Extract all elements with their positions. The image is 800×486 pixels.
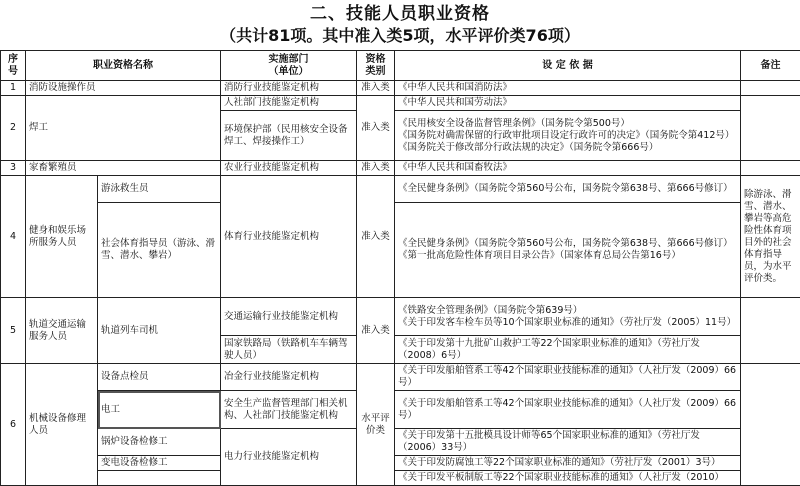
qualification-table xyxy=(0,50,800,486)
table-row xyxy=(1,471,800,486)
table-row xyxy=(1,96,800,111)
dept-cell: 国家铁路局（铁路机车车辆驾驶人员） xyxy=(221,336,357,364)
row-no: 2 xyxy=(1,96,26,161)
sub-qualification: 锅炉设备检修工 xyxy=(98,429,221,456)
row-no: 5 xyxy=(1,298,26,364)
category-cell: 准入类 xyxy=(357,161,395,176)
basis-line: 《铁路安全管理条例》（国务院令第639号） xyxy=(398,305,737,317)
table-row xyxy=(1,456,800,471)
table-row xyxy=(1,161,800,176)
qualification-name: 健身和娱乐场所服务人员 xyxy=(26,176,98,298)
dept-cell: 消防行业技能鉴定机构 xyxy=(221,81,357,96)
table-row xyxy=(1,364,800,391)
basis-cell: 《中华人民共和国劳动法》 xyxy=(395,96,741,111)
basis-cell: 《关于印发船舶管系工等42个国家职业技能标准的通知》（人社厅发（2009）66号） xyxy=(395,391,741,429)
basis-line: 《第一批高危险性体育项目目录公告》（国家体育总局公告第16号） xyxy=(398,250,737,262)
note-cell xyxy=(741,364,800,486)
basis-cell: 《中华人民共和国畜牧法》 xyxy=(395,161,741,176)
basis-cell: 《中华人民共和国消防法》 xyxy=(395,81,741,96)
note-cell xyxy=(741,161,800,176)
dept-cell: 体育行业技能鉴定机构 xyxy=(221,176,357,298)
category-cell: 水平评价类 xyxy=(357,364,395,486)
sub-qualification: 设备点检员 xyxy=(98,364,221,391)
basis-cell: 《关于印发防腐蚀工等22个国家职业标准的通知》（劳社厅发（2001）3号） xyxy=(395,456,741,471)
col-header-basis: 设 定 依 据 xyxy=(395,51,741,81)
col-header-note: 备注 xyxy=(741,51,800,81)
basis-line: 《全民健身条例》（国务院令第560号公布，国务院令第638号、第666号修订） xyxy=(398,238,737,250)
qualification-name: 消防设施操作员 xyxy=(26,81,221,96)
basis-line: 《国务院对确需保留的行政审批项目设定行政许可的决定》（国务院令第412号） xyxy=(398,130,737,142)
qualification-name: 焊工 xyxy=(26,96,221,161)
col-header-name: 职业资格名称 xyxy=(26,51,221,81)
qualification-name: 轨道交通运输服务人员 xyxy=(26,298,98,364)
dept-cell: 安全生产监督管理部门相关机构、人社部门技能鉴定机构 xyxy=(221,391,357,429)
table-row xyxy=(1,203,800,298)
sub-qualification: 社会体育指导员（游泳、滑雪、潜水、攀岩） xyxy=(98,203,221,298)
table-row xyxy=(1,429,800,456)
sub-qualification: 轨道列车司机 xyxy=(98,298,221,364)
basis-line: 《关于印发客车检车员等10个国家职业标准的通知》（劳社厅发（2005）11号） xyxy=(398,317,737,329)
col-header-dept-line2: （单位） xyxy=(224,66,353,78)
table-row xyxy=(1,81,800,96)
dept-cell: 交通运输行业技能鉴定机构 xyxy=(221,298,357,336)
note-cell xyxy=(741,81,800,96)
row-no: 4 xyxy=(1,176,26,298)
dept-cell: 人社部门技能鉴定机构 xyxy=(221,96,357,111)
note-cell: 除游泳、滑雪、潜水、攀岩等高危险性体育项目外的社会体育指导员，为水平评价类。 xyxy=(741,176,800,298)
category-cell: 准入类 xyxy=(357,298,395,364)
note-cell xyxy=(741,298,800,364)
page-subtitle: （共计81项。其中准入类5项，水平评价类76项） xyxy=(0,25,800,47)
category-cell: 准入类 xyxy=(357,81,395,96)
row-no: 3 xyxy=(1,161,26,176)
basis-cell: 《全民健身条例》（国务院令第560号公布，国务院令第638号、第666号修订） xyxy=(395,176,741,203)
category-cell: 准入类 xyxy=(357,96,395,161)
basis-cell xyxy=(395,203,741,298)
dept-cell: 环境保护部（民用核安全设备焊工、焊接操作工） xyxy=(221,111,357,161)
table-header-row xyxy=(1,51,800,81)
col-header-dept xyxy=(221,51,357,81)
col-header-cat-line2: 类别 xyxy=(360,66,391,78)
qualification-name: 家畜繁殖员 xyxy=(26,161,221,176)
dept-cell: 农业行业技能鉴定机构 xyxy=(221,161,357,176)
row-no: 6 xyxy=(1,364,26,486)
dept-cell: 电力行业技能鉴定机构 xyxy=(221,429,357,486)
note-cell xyxy=(741,96,800,161)
row-no: 1 xyxy=(1,81,26,96)
col-header-no: 序号 xyxy=(1,51,26,81)
basis-cell xyxy=(395,298,741,336)
basis-cell: 《关于印发第十五批模具设计师等65个国家职业标准的通知》（劳社厅发（2006）33号） xyxy=(395,429,741,456)
sub-qualification-selected[interactable]: 电工 xyxy=(98,391,221,429)
basis-cell: 《关于印发平板制版工等22个国家职业技能标准的通知》（人社厅发（2010） xyxy=(395,471,741,486)
basis-cell: 《关于印发船舶管系工等42个国家职业技能标准的通知》（人社厅发（2009）66号） xyxy=(395,364,741,391)
page-title: 二、技能人员职业资格 xyxy=(0,0,800,25)
col-header-category xyxy=(357,51,395,81)
basis-line: 《民用核安全设备监督管理条例》（国务院令第500号） xyxy=(398,118,737,130)
basis-line: 《国务院关于修改部分行政法规的决定》（国务院令第666号） xyxy=(398,142,737,154)
basis-cell xyxy=(395,111,741,161)
basis-cell: 《关于印发第十九批矿山救护工等22个国家职业标准的通知》（劳社厅发（2008）6号） xyxy=(395,336,741,364)
category-cell: 准入类 xyxy=(357,176,395,298)
table-row xyxy=(1,391,800,429)
col-header-cat-line1: 资格 xyxy=(360,54,391,66)
sub-qualification: 变电设备检修工 xyxy=(98,456,221,471)
sub-qualification xyxy=(98,471,221,486)
sub-qualification: 游泳救生员 xyxy=(98,176,221,203)
table-row xyxy=(1,176,800,203)
col-header-dept-line1: 实施部门 xyxy=(224,54,353,66)
table-row xyxy=(1,298,800,336)
dept-cell: 冶金行业技能鉴定机构 xyxy=(221,364,357,391)
qualification-name: 机械设备修理人员 xyxy=(26,364,98,486)
